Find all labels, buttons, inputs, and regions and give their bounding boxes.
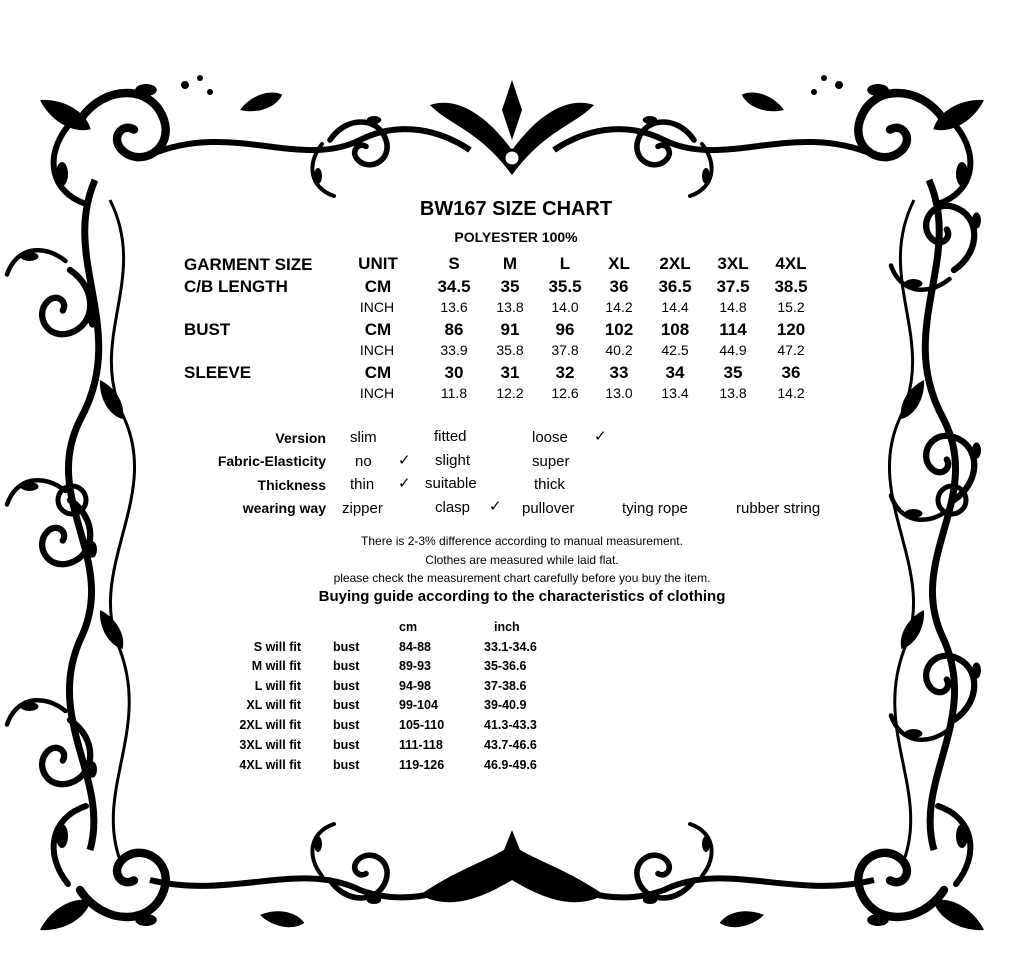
sleeve-inch-cell: 11.8 [440,385,468,401]
sleeve-cm-cell: 32 [555,363,575,382]
guide-part: bust [333,738,360,752]
feature-label-wearing-way: wearing way [242,500,326,516]
size-header: 3XL [717,254,749,273]
cb-length-cm-cell: 35 [500,277,520,296]
guide-inch: 39-40.9 [484,698,527,712]
guide-cm: 119-126 [399,758,445,772]
unit-cm: CM [364,320,392,339]
cb-length-inch-cell: 15.2 [777,299,805,315]
guide-fit: M will fit [251,659,301,673]
unit-header: UNIT [358,254,398,273]
guide-cm: 105-110 [399,718,445,732]
check-icon: ✓ [398,452,411,469]
material-subtitle: POLYESTER 100% [454,229,578,245]
guide-cm: 94-98 [399,679,431,693]
sleeve-inch-cell: 13.8 [719,385,747,401]
feature-option: slight [435,452,471,469]
note-line: Clothes are measured while laid flat. [425,553,619,567]
guide-fit: 4XL will fit [239,758,301,772]
guide-part: bust [333,659,360,673]
cb-length-inch-cell: 13.8 [496,299,524,315]
cb-length-inch-cell: 14.2 [605,299,633,315]
note-line: There is 2-3% difference according to manual measurement. [361,534,683,548]
guide-part: bust [333,718,360,732]
guide-cm: 111-118 [399,738,443,752]
sleeve-cm-cell: 31 [500,363,520,382]
feature-option: suitable [425,475,477,492]
guide-cm: 89-93 [399,659,431,673]
bust-inch-cell: 47.2 [777,342,805,358]
guide-cm: 99-104 [399,698,438,712]
row-label-sleeve: SLEEVE [184,363,252,382]
buying-guide-title: Buying guide according to the characteristics of clothing [318,588,726,605]
feature-option: thick [534,476,565,493]
cb-length-inch-cell: 14.8 [719,299,747,315]
size-header: M [502,254,518,273]
unit-inch: INCH [359,385,395,401]
unit-cm: CM [364,277,392,296]
sleeve-inch-cell: 14.2 [777,385,805,401]
unit-cm: CM [364,363,392,382]
cb-length-cm-cell: 37.5 [716,277,750,296]
size-header: S [448,254,460,273]
guide-fit: S will fit [253,640,301,654]
sleeve-inch-cell: 13.4 [661,385,689,401]
feature-option: super [532,453,570,470]
bust-cm-cell: 108 [660,320,690,339]
guide-col-inch: inch [494,620,520,634]
bust-inch-cell: 37.8 [551,342,579,358]
guide-inch: 46.9-49.6 [484,758,537,772]
cb-length-cm-cell: 34.5 [437,277,471,296]
sleeve-cm-cell: 36 [781,363,801,382]
cb-length-inch-cell: 14.4 [661,299,689,315]
size-header: 4XL [775,254,807,273]
feature-label-version: Version [275,430,326,446]
guide-inch: 37-38.6 [484,679,527,693]
feature-label-fabric-elasticity: Fabric-Elasticity [217,453,326,469]
sleeve-cm-cell: 33 [609,363,629,382]
guide-inch: 41.3-43.3 [484,718,537,732]
feature-option: rubber string [736,500,821,517]
unit-inch: INCH [359,342,395,358]
check-icon: ✓ [594,428,607,445]
guide-part: bust [333,698,360,712]
sleeve-inch-cell: 13.0 [605,385,633,401]
check-icon: ✓ [398,475,411,492]
guide-fit: L will fit [254,679,301,693]
cb-length-inch-cell: 13.6 [440,299,468,315]
bust-cm-cell: 102 [604,320,634,339]
page-title: BW167 SIZE CHART [419,198,613,220]
sleeve-cm-cell: 34 [665,363,685,382]
size-header: XL [608,254,630,273]
guide-part: bust [333,640,360,654]
guide-col-cm: cm [399,620,418,634]
cb-length-cm-cell: 38.5 [774,277,808,296]
row-label-cb-length: C/B LENGTH [184,277,288,296]
feature-label-thickness: Thickness [257,477,326,493]
guide-fit: 3XL will fit [239,738,301,752]
guide-cm: 84-88 [399,640,431,654]
cb-length-cm-cell: 36 [609,277,629,296]
bust-cm-cell: 96 [555,320,575,339]
feature-option: clasp [435,499,471,516]
sleeve-inch-cell: 12.6 [551,385,579,401]
feature-option: slim [350,429,377,446]
bust-cm-cell: 114 [719,320,747,339]
guide-inch: 43.7-46.6 [484,738,537,752]
feature-option: pullover [522,500,575,517]
bust-inch-cell: 44.9 [719,342,747,358]
guide-fit: 2XL will fit [239,718,301,732]
size-header: L [559,254,571,273]
guide-fit: XL will fit [246,698,301,712]
check-icon: ✓ [489,498,502,515]
unit-inch: INCH [359,299,395,315]
bust-cm-cell: 86 [444,320,464,339]
cb-length-inch-cell: 14.0 [551,299,579,315]
guide-part: bust [333,679,360,693]
guide-inch: 35-36.6 [484,659,527,673]
cb-length-cm-cell: 36.5 [658,277,692,296]
garment-size-header: GARMENT SIZE [184,255,313,274]
sleeve-cm-cell: 30 [444,363,464,382]
bust-inch-cell: 40.2 [605,342,633,358]
row-label-bust: BUST [184,320,231,339]
bust-inch-cell: 42.5 [661,342,689,358]
bust-inch-cell: 33.9 [440,342,468,358]
sleeve-cm-cell: 35 [723,363,743,382]
feature-option: zipper [342,500,383,517]
feature-option: loose [532,429,568,446]
feature-option: thin [350,476,375,493]
bust-cm-cell: 120 [776,320,806,339]
bust-inch-cell: 35.8 [496,342,524,358]
feature-option: tying rope [622,500,688,517]
size-header: 2XL [659,254,691,273]
sleeve-inch-cell: 12.2 [496,385,524,401]
guide-part: bust [333,758,360,772]
cb-length-cm-cell: 35.5 [548,277,582,296]
guide-inch: 33.1-34.6 [484,640,537,654]
feature-option: fitted [434,428,467,445]
feature-option: no [355,453,372,470]
bust-cm-cell: 91 [500,320,520,339]
note-line: please check the measurement chart carefully before you buy the item. [333,571,711,585]
